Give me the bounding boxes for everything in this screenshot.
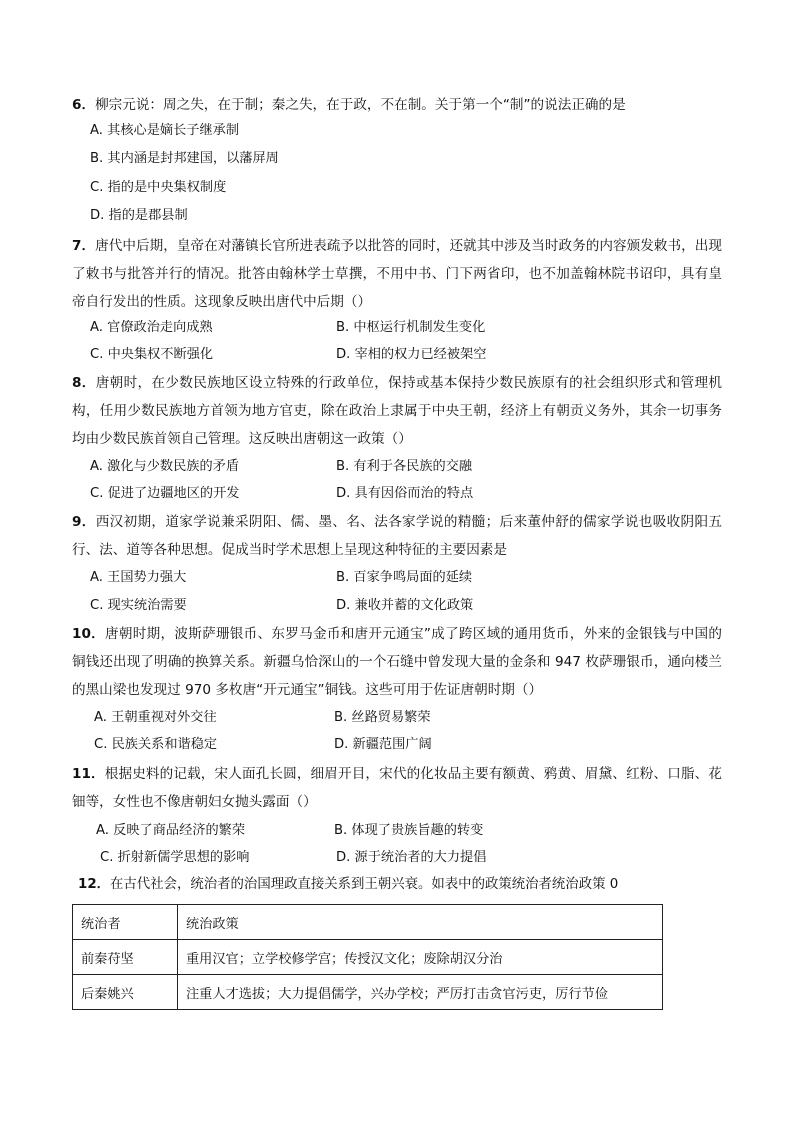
option-a: A. 王朝重视对外交往 — [94, 710, 217, 725]
option-c: C. 促进了边疆地区的开发 — [90, 486, 240, 501]
option-d: D. 指的是郡县制 — [90, 208, 188, 223]
question-text: 在古代社会，统治者的治国理政直接关系到王朝兴衰。如表中的政策统治者统治政策 0 — [110, 877, 619, 892]
option-b: B. 百家争鸣局面的延续 — [336, 570, 473, 585]
question-number: 7． — [72, 238, 96, 254]
option-a: A. 官僚政治走向成熟 — [90, 320, 213, 335]
table-row — [73, 940, 663, 975]
question-number: 12． — [78, 877, 111, 892]
table-row — [73, 975, 663, 1010]
option-c: C. 指的是中央集权制度 — [90, 180, 227, 195]
option-b: B. 丝路贸易繁荣 — [334, 710, 431, 725]
option-d: D. 兼收并蓄的文化政策 — [336, 598, 474, 613]
option-a: A. 反映了商品经济的繁荣 — [96, 823, 246, 838]
question-stem — [72, 91, 722, 119]
table-cell: 注重人才选拔；大力提倡儒学，兴办学校；严厉打击贪官污吏，厉行节俭 — [178, 975, 663, 1010]
table-header-row — [73, 905, 663, 940]
option-d: D. 新疆范围广阔 — [334, 737, 432, 752]
question-text: 柳宗元说：周之失，在于制；秦之失，在于政，不在制。关于第一个“制”的说法正确的是 — [95, 97, 626, 113]
option-b: B. 体现了贵族旨趣的转变 — [334, 823, 484, 838]
policy-table — [72, 904, 663, 1010]
table-cell: 重用汉官；立学校修学宫；传授汉文化；废除胡汉分治 — [178, 940, 663, 975]
option-c: C. 中央集权不断强化 — [90, 347, 214, 362]
question-10 — [72, 620, 722, 704]
question-number: 11． — [72, 766, 105, 782]
question-text: 唐朝时期，波斯萨珊银币、东罗马金币和唐开元通宝”成了跨区域的通用货币，外来的金银钱与中国的铜钱还出现了明确的换算关系。新疆乌恰深山的一个石缝中曾发现大量的金条和 947 枚萨珊银币，通向楼兰的黑山梁也发现过 970 多枚唐“开元通宝”铜钱。这些可用于佐证唐朝时期（） — [72, 626, 722, 698]
question-stem — [72, 508, 722, 564]
option-a: A. 激化与少数民族的矛盾 — [90, 459, 240, 474]
question-stem — [72, 620, 722, 704]
option-b: B. 中枢运行机制发生变化 — [336, 320, 486, 335]
question-text: 唐朝时，在少数民族地区设立特殊的行政单位，保持或基本保持少数民族原有的社会组织形式和管理机构，任用少数民族地方首领为地方官吏，除在政治上隶属于中央王朝，经济上有朝贡义务外，其余一切事务均由少数民族首领自己管理。这反映出唐朝这一政策（） — [72, 375, 722, 447]
question-stem — [72, 369, 722, 453]
option-c: C. 折射新儒学思想的影响 — [100, 850, 250, 865]
question-9 — [72, 508, 722, 564]
question-stem — [72, 760, 722, 816]
option-c: C. 民族关系和谐稳定 — [94, 737, 218, 752]
question-stem — [72, 232, 722, 316]
option-d: D. 具有因俗而治的特点 — [336, 486, 474, 501]
option-d: D. 宰相的权力已经被架空 — [336, 347, 487, 362]
question-number: 6． — [72, 97, 96, 113]
table-header-cell: 统治政策 — [178, 905, 663, 940]
question-number: 9． — [72, 514, 96, 530]
option-b: B. 有利于各民族的交融 — [336, 459, 473, 474]
option-a: A. 其核心是嫡长子继承制 — [90, 123, 240, 138]
table-cell: 后秦姚兴 — [73, 975, 178, 1010]
table-cell: 前秦苻坚 — [73, 940, 178, 975]
option-a: A. 王国势力强大 — [90, 570, 187, 585]
question-6 — [72, 91, 722, 119]
option-b: B. 其内涵是封邦建国，以藩屏周 — [90, 151, 279, 166]
question-7 — [72, 232, 722, 316]
question-12 — [78, 875, 618, 895]
table-header-cell: 统治者 — [73, 905, 178, 940]
question-8 — [72, 369, 722, 453]
question-number: 8． — [72, 375, 96, 391]
question-number: 10． — [72, 626, 106, 642]
question-11 — [72, 760, 722, 816]
question-text: 根据史料的记载，宋人面孔长圆，细眉开目，宋代的化妆品主要有额黄、鸦黄、眉黛、红粉、口脂、花钿等，女性也不像唐朝妇女抛头露面（） — [72, 766, 722, 810]
question-text: 唐代中后期，皇帝在对藩镇长官所进表疏予以批答的同时，还就其中涉及当时政务的内容颁发敕书，出现了敕书与批答并行的情况。批答由翰林学士草撰，不用中书、门下两省印，也不加盖翰林院书诏印，具有皇帝自行发出的性质。这现象反映出唐代中后期（） — [72, 238, 722, 310]
option-d: D. 源于统治者的大力提倡 — [336, 850, 487, 865]
question-text: 西汉初期，道家学说兼采阴阳、儒、墨、名、法各家学说的精髓；后来董仲舒的儒家学说也吸收阴阳五行、法、道等各种思想。促成当时学术思想上呈现这种特征的主要因素是 — [72, 514, 722, 558]
option-c: C. 现实统治需要 — [90, 598, 187, 613]
